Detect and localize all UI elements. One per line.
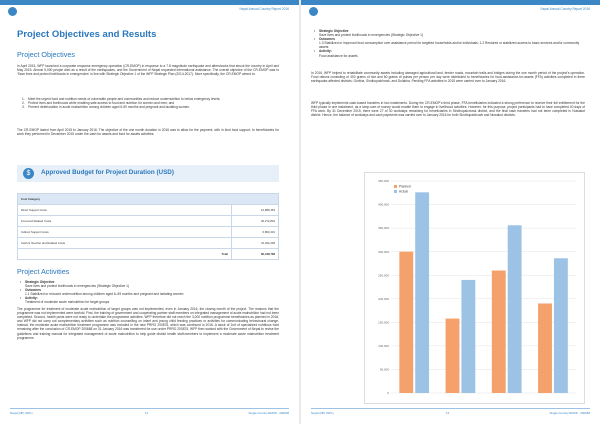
page-title: Project Objectives and Results — [17, 29, 157, 40]
activity-text: Treatment of moderate acute malnutrition for target groups — [25, 300, 110, 305]
activity-label: Activity: — [25, 296, 38, 301]
intro-paragraph: In April 2015, WFP launched a corporate response emergency operation (CR-EMOP) in response to a 7.8 magnitude earthquake and aftershocks that struck the country in April and May 2015. Almost 9,000 people died as a result of the earthquakes, and the Government of Nepal requested international assistance. The overall objective of the CR-EMOP was to 'Save lives and protect livelihoods in emergencies' in line with Strategic Objective 1 of the WFP Strategic Plan (2014-2017). More specifically, the CR-EMOP aimed to: — [17, 64, 279, 77]
list-item — [17, 105, 279, 109]
table-row — [18, 227, 279, 238]
y-tick-label: 50,000 — [379, 367, 389, 372]
y-tick-label: 400,000 — [378, 202, 389, 207]
bar-planned — [538, 303, 552, 393]
outcomes-text: 1.1 Stabilized or reduced undernutrition among children aged 6–59 months and pregnant and lactating women — [25, 292, 184, 297]
legend-label: Planned — [399, 184, 411, 189]
so-label: Strategic Objective — [319, 29, 349, 33]
so-text: Save lives and protect livelihoods in emergencies (Strategic Objective 1) — [25, 284, 130, 289]
y-tick-label: 300,000 — [378, 249, 389, 254]
table-row — [18, 238, 279, 249]
bar-actual — [508, 225, 522, 393]
table-total-row — [18, 249, 279, 260]
list-item — [311, 54, 585, 58]
row-value: 31,452,248 — [232, 238, 279, 249]
wfp-logo-icon — [309, 7, 318, 16]
table-header-row — [18, 194, 279, 205]
activities-heading: Project Activities — [17, 267, 70, 276]
bar-actual — [554, 258, 568, 393]
row-label: Cash & Voucher and Related Costs — [18, 238, 232, 249]
list-item: • Strategic Objective — [314, 29, 349, 33]
footer-left: Nepal (NP) (NPL) — [10, 411, 33, 415]
y-tick-label: 200,000 — [378, 296, 389, 301]
aim-text: Meet the urgent food and nutrition needs of vulnerable people and communities and reduce undernutrition to below emergency levels; — [28, 97, 221, 101]
budget-title: Approved Budget for Project Duration (USD) — [41, 169, 174, 176]
row-value: 6,860,431 — [232, 227, 279, 238]
aim-number: 1. — [22, 97, 25, 101]
aims-list — [17, 97, 279, 109]
activity-text: Food assistance for assets — [319, 53, 358, 58]
footer — [311, 408, 590, 415]
y-tick-label: 100,000 — [378, 343, 389, 348]
left-page — [0, 0, 299, 424]
budget-table — [17, 193, 279, 260]
activity-bullets — [17, 280, 279, 305]
footer-left: Nepal (NP) (NPL) — [311, 411, 334, 415]
legend-swatch — [394, 185, 397, 188]
total-label: Total — [18, 249, 232, 260]
page-number: 11 — [145, 411, 149, 415]
objectives-heading: Project Objectives — [17, 50, 75, 59]
duration-paragraph: The CR-EMOP lasted from April 2015 to January 2016. The objective of the one month duration in 2016 was to allow for the payment, with in kind food support, to beneficiaries for work they performed in December 2015 under the cash for assets and food for assets activities. — [17, 128, 279, 137]
y-tick-label: 150,000 — [378, 320, 389, 325]
beneficiaries-chart — [364, 172, 585, 404]
list-item: • Activity: — [20, 296, 38, 301]
footer-right: Single Country EMOP - 200668 — [549, 411, 590, 415]
table-row — [18, 205, 279, 216]
so-label: Strategic Objective — [25, 280, 55, 284]
chart-svg — [365, 173, 584, 403]
list-item: • Strategic Objective — [20, 280, 55, 284]
legend-label: Actual — [399, 189, 408, 194]
cost-category-header: Cost Category — [18, 194, 279, 205]
aim-number: 3. — [22, 105, 25, 110]
activity-label: Activity: — [319, 49, 332, 54]
table-row — [18, 216, 279, 227]
outcomes-label: Outcomes — [25, 288, 41, 293]
top-bar — [301, 0, 600, 5]
row-label: Food and Related Costs — [18, 216, 232, 227]
money-icon: $ — [23, 168, 34, 179]
legend-swatch — [394, 190, 397, 193]
activity-bullets — [311, 29, 585, 58]
y-tick-label: 250,000 — [378, 273, 389, 278]
outcomes-label: Outcomes — [319, 37, 335, 42]
row-value: 12,889,454 — [232, 205, 279, 216]
aim-text: Prevent deterioration in acute malnutrition among children aged 6-59 months and pregnant and lactating women. — [28, 105, 191, 110]
bar-planned — [446, 319, 460, 393]
aim-number: 2. — [22, 101, 25, 106]
list-item: • Outcomes — [314, 37, 335, 42]
row-label: Indirect Support Costs — [18, 227, 232, 238]
total-value: 80,438,768 — [232, 249, 279, 260]
y-tick-label: 350,000 — [378, 226, 389, 231]
wfp-logo-icon — [8, 7, 17, 16]
ffa-paragraph: In 2016, WFP helped to rehabilitate community assets including damaged agricultural land, feeder roads, mountain trails and bridges during the one month period of the project’s operation. Food rations consisting of 400 grams of rice and 60 grams of pulses per person per day were distributed to beneficiaries for food-assistance-for-assets (FFA) activities completed in three earthquake-affected districts: Gorkha, Sindhupalchowk, and Dolakha. Pending FFA activities in 2015 were carried over to January 2016. — [311, 71, 585, 84]
footer — [10, 408, 289, 415]
header-title: Nepal Annual Country Report 2016 — [239, 7, 289, 11]
budget-banner — [17, 165, 279, 182]
y-tick-label: 450,000 — [378, 179, 389, 184]
outcomes-text: 1.3 Stabilized or improved food consumption over assistance period for targeted households and/or individuals; 1.2 Restored or stabilized access to basic services and/or community assets — [319, 41, 580, 50]
activities-paragraph: The programme for treatment of moderate acute malnutrition of target groups was not implemented, even in January 2016, the closing month of the project. The reasons that the programme was not implemented were twofold. First, the training of government and cooperating partner staff-members on integrated management of acute malnutrition had not been completed. Second, health posts were not ready to undertake the programme activities. WFP therefore did not reach the 3,000 nutrition programme beneficiaries as planned in 2016, and WFP did not carry out complementary activities such as nutrition counselling on infant and young child feeding practices or activities for communicating behavioural change. Instead, the moderate acute malnutrition treatment programme was included in the new PRRO 200875, which was continued in 2016. A stock of 1mt of specialized nutritious food remaining after the conclusion of CR-EMOP 200668 on 31 January 2016 was transferred for use under PRRO 200875. WFP then worked with the Government of Nepal to revise the guidelines and training manual for integrated management of acute malnutrition to help guide district health staff-members to implement a moderate acute malnutrition treatment programme. — [17, 307, 279, 340]
list-item — [17, 300, 279, 304]
header-title: Nepal Annual Country Report 2016 — [540, 7, 590, 11]
bar-planned — [399, 252, 413, 393]
list-item: • Activity: — [314, 49, 332, 54]
row-label: Direct Support Costs — [18, 205, 232, 216]
bar-actual — [415, 192, 429, 393]
footer-right: Single Country EMOP - 200668 — [248, 411, 289, 415]
row-value: 30,272,822 — [232, 216, 279, 227]
so-text: Save lives and protect livelihoods in emergencies (Strategic Objective 1) — [319, 33, 424, 38]
bar-planned — [492, 271, 506, 393]
aim-text: Protect lives and livelihoods while enabling safe access to food and nutrition for women and men; and — [28, 101, 175, 106]
cash-transfer-paragraph: WFP typically implements cash-based transfers in two instalments. During the CR-EMOP’s third phase, FFA beneficiaries indicated a strong preference to receive their full entitlement for the third phase in one instalment, as a lump-sum of money would enable them to engage in livelihood activities. However, for this purpose, project participants had to have completed 40 days of FFA work. By 31 December 2015, there were 27 of 30 workdays remaining for beneficiaries in Sindhupalchowk district, and the final cash transfers had not been completed in Nuwakot district. Hence, the balance of workdays and cash payments was carried over to January 2016 for both Sindhupalchowk and Nuwakot districts. — [311, 101, 585, 118]
page-number: 12 — [446, 411, 450, 415]
list-item: • Outcomes — [20, 288, 41, 293]
top-bar — [0, 0, 299, 5]
bar-actual — [461, 280, 475, 393]
list-item — [311, 41, 585, 49]
y-tick-label: 0 — [387, 391, 389, 396]
